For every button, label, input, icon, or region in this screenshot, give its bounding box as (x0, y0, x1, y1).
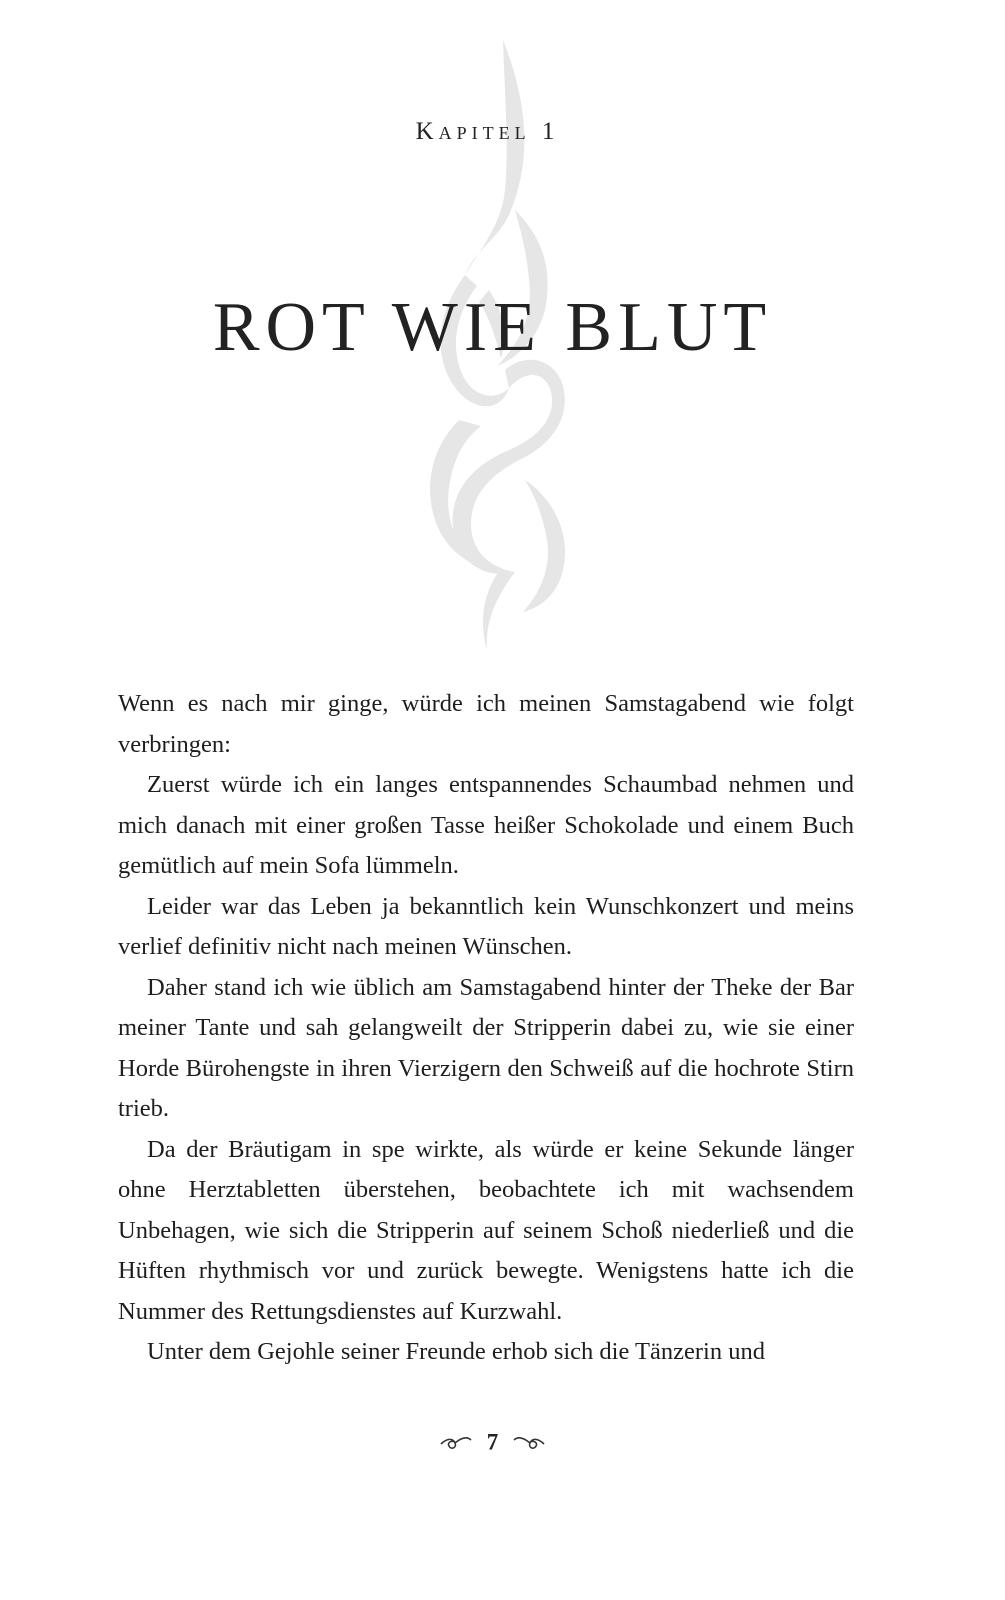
scroll-curl-right-icon (512, 1434, 546, 1452)
paragraph: Unter dem Gejohle seiner Freunde erhob sich die Tänzerin und (147, 1338, 765, 1365)
paragraph: Da der Bräutigam in spe wirkte, als würde er keine Sekunde länger ohne Herztabletten überstehen, beobachtete ich mit wachsendem Unbehagen, wie sich die Stripperin auf seinem Schoß niederließ und die Hüften rhythmisch vor und zurück bewegte. Wenigstens hatte ich die Nummer des Rettungsdienstes auf Kurzwahl. (118, 1135, 854, 1325)
page-footer (0, 1428, 985, 1456)
chapter-label: Kapitel 1 (415, 118, 560, 145)
paragraph: Leider war das Leben ja bekanntlich kein Wunschkonzert und meins verlief definitiv nicht nach meinen Wünschen. (118, 892, 854, 960)
scroll-curl-left-icon (439, 1434, 473, 1452)
page-number: 7 (486, 1429, 499, 1455)
paragraph: Zuerst würde ich ein langes entspannendes Schaumbad nehmen und mich danach mit einer großen Tasse heißer Schokolade und einem Buch gemütlich auf mein Sofa lümmeln. (118, 771, 854, 879)
chapter-title: ROT WIE BLUT (212, 289, 773, 366)
chapter-body (118, 684, 854, 1373)
paragraph: Daher stand ich wie üblich am Samstagabend hinter der Theke der Bar meiner Tante und sah gelangweilt der Stripperin dabei zu, wie sie einer Horde Bürohengste in ihren Vierzigern den Schweiß auf die hochrote Stirn trieb. (118, 973, 854, 1122)
paragraph: Wenn es nach mir ginge, würde ich meinen Samstagabend wie folgt verbringen: (118, 690, 854, 758)
